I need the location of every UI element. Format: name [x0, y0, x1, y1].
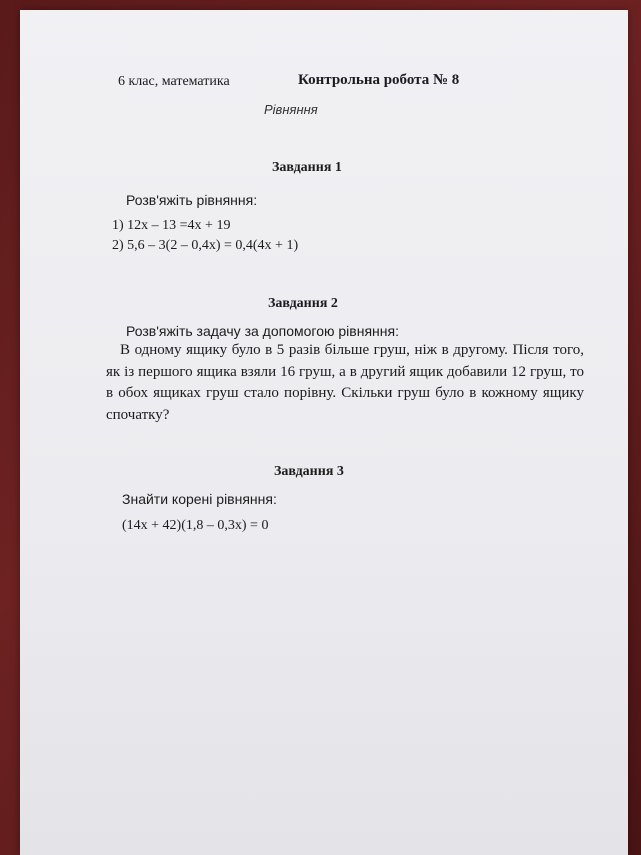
task3-instruction: Знайти корені рівняння: — [122, 491, 277, 507]
page-subtitle: Рівняння — [264, 102, 318, 117]
grade-subject: 6 клас, математика — [118, 74, 230, 89]
task1-instruction: Розв'яжіть рівняння: — [126, 192, 258, 208]
task1-title: Завдання 1 — [272, 160, 342, 175]
page-title: Контрольна робота № 8 — [298, 72, 460, 88]
task2-title: Завдання 2 — [268, 296, 338, 311]
paper-sheet — [20, 10, 628, 855]
task1-equation-2: 2) 5,6 – 3(2 – 0,4x) = 0,4(4x + 1) — [112, 238, 299, 253]
task3-equation: (14x + 42)(1,8 – 0,3x) = 0 — [122, 518, 269, 533]
task3-title: Завдання 3 — [274, 464, 344, 479]
task2-instruction: Розв'яжіть задачу за допомогою рівняння: — [126, 323, 399, 339]
task2-problem-text: В одному ящику було в 5 разів більше груш, ніж в другому. Після того, як із першого ящика взяли 16 груш, а в другий ящик добавили 12 груш, то в обох ящиках груш стало порівну. Скільки груш було в кожному ящику спочатку? — [106, 342, 584, 423]
task1-equation-1: 1) 12x – 13 =4x + 19 — [112, 218, 231, 233]
